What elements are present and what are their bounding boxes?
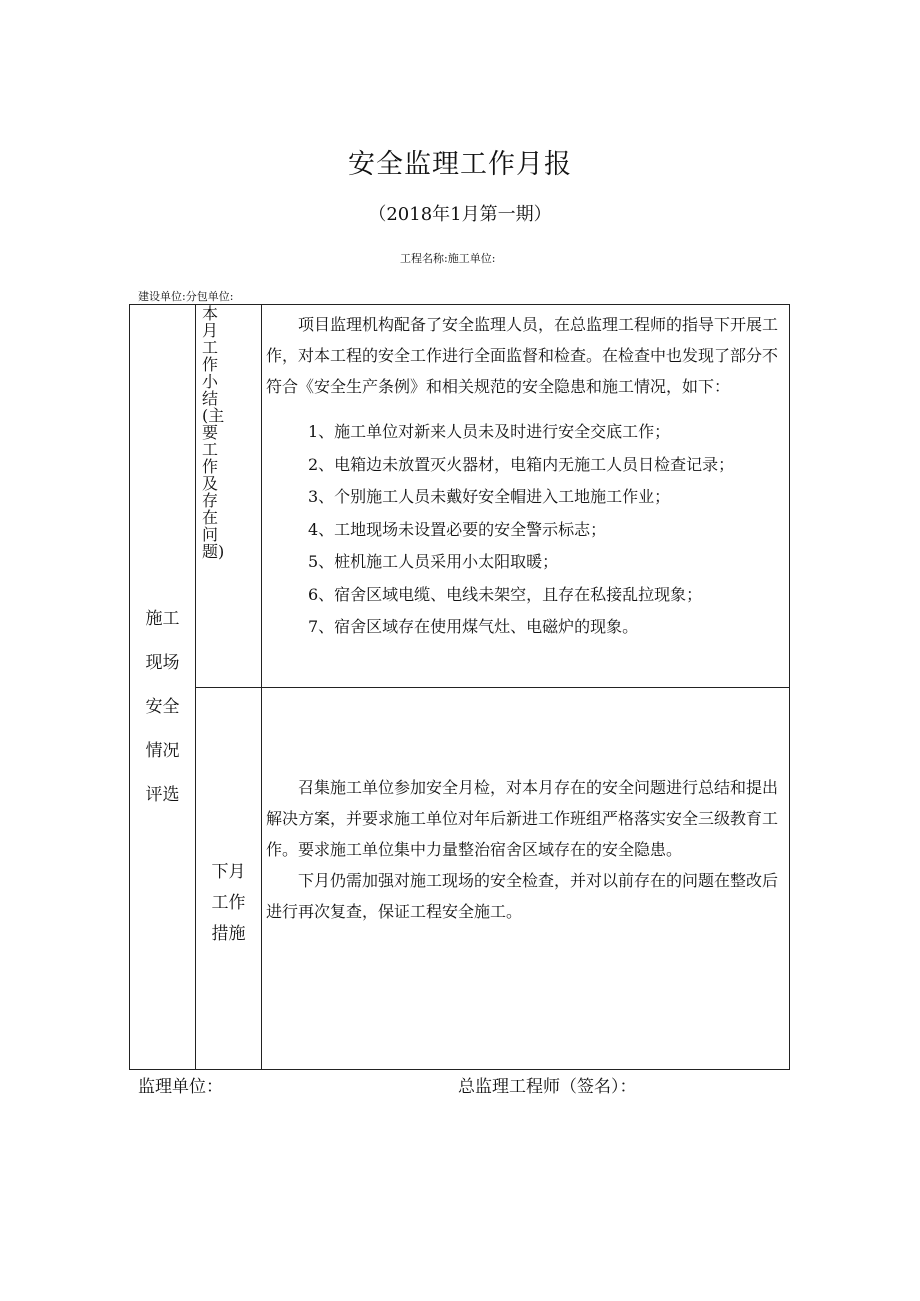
page-title: 安全监理工作月报 bbox=[348, 149, 572, 180]
report-table bbox=[129, 304, 790, 1070]
list-item: 5、桩机施工人员采用小太阳取暖； bbox=[308, 552, 559, 571]
owner-unit-line: 建设单位:分包单位: bbox=[138, 290, 234, 303]
project-name-line: 工程名称:施工单位: bbox=[400, 252, 496, 265]
list-item: 1、施工单位对新来人员未及时进行安全交底工作； bbox=[308, 422, 671, 441]
summary-intro: 项目监理机构配备了安全监理人员，在总监理工程师的指导下开展工作，对本工程的安全工作进行全面监督和检查。在检查中也发现了部分不符合《安全生产条例》和相关规范的安全隐患和施工情况，如下： bbox=[266, 315, 779, 396]
category-cell bbox=[130, 305, 196, 1070]
list-item: 3、个别施工人员未戴好安全帽进入工地施工作业； bbox=[308, 487, 671, 506]
supervision-unit-label: 监理单位： bbox=[138, 1077, 223, 1097]
next-month-para-1: 召集施工单位参加安全月检，对本月存在的安全问题进行总结和提出解决方案，并要求施工单位对年后新进工作班组严格落实安全三级教育工作。要求施工单位集中力量整治宿舍区域存在的安全隐患。 bbox=[266, 778, 779, 859]
summary-label-cell bbox=[196, 305, 262, 688]
report-period: （2018年1月第一期） bbox=[368, 204, 552, 225]
next-month-label: 下月 工作 措施 bbox=[211, 862, 246, 944]
next-month-content bbox=[262, 688, 790, 1070]
chief-engineer-signature-label: 总监理工程师（签名）： bbox=[458, 1077, 637, 1097]
next-month-label-cell bbox=[196, 688, 262, 1070]
issue-list bbox=[262, 416, 789, 644]
list-item: 6、宿舍区域电缆、电线未架空，且存在私接乱拉现象； bbox=[308, 584, 703, 604]
summary-content bbox=[262, 305, 790, 688]
next-month-para-2: 下月仍需加强对施工现场的安全检查，并对以前存在的问题在整改后进行再次复查，保证工程安全施工。 bbox=[266, 871, 779, 921]
category-label: 施工 现场 安全 情况 评选 bbox=[145, 609, 180, 805]
list-item: 2、电箱边未放置灭火器材，电箱内无施工人员日检查记录； bbox=[308, 454, 735, 474]
list-item: 7、宿舍区域存在使用煤气灶、电磁炉的现象。 bbox=[308, 617, 639, 636]
summary-label: 本月工作小结(主要工作及存在问题) bbox=[202, 304, 225, 561]
list-item: 4、工地现场未设置必要的安全警示标志； bbox=[308, 519, 607, 539]
